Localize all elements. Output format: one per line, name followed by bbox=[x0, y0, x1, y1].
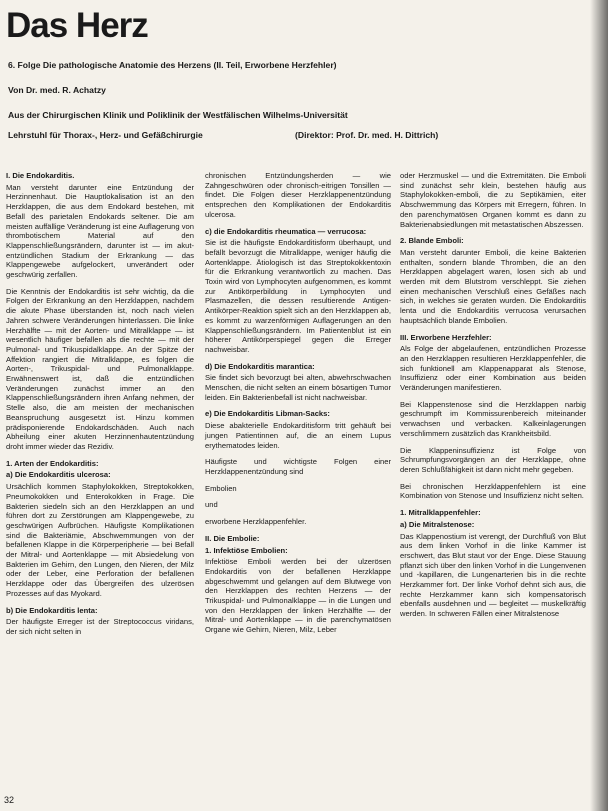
subsection-heading: c) die Endokarditis rheumatica — verrucosa: bbox=[205, 226, 367, 236]
director-line: (Direktor: Prof. Dr. med. H. Dittrich) bbox=[295, 130, 439, 140]
section-heading: 1. Arten der Endokarditis: bbox=[6, 458, 99, 468]
paragraph: Die Kenntnis der Endokarditis ist sehr wichtig, da die Folgen der Erkrankung an den Herzklappen, nachdem die akute Phase überstanden ist, noch nach vielen Jahren schwere Veränderungen hinterlassen. Die linke Herzhälfte — mit der Aorten- und Mitralklappe — ist wesentlich häufiger befallen als die rechte — mit der Pulmonal- und Trikuspidalklappe. An der Spitze der Affektion rangiert die Mitralklappe, es folgen die Aorten-, Trikuspidal- und Pulmonalklappe. Erwähnenswert ist, daß die entzündlichen Veränderungen zunächst immer an den Klappenschließungsrändern ihren Anfang nehmen, der Stelle also, die am meisten der mechanischen Beanspruchung ausgesetzt ist. Hinzu kommen prädisponierende Endokardschäden. Auch nach Abheilung einer akuten Herzinnenhautentzündung droht immer wieder das Rezidiv. bbox=[6, 286, 194, 451]
series-line: 6. Folge Die pathologische Anatomie des Herzens (II. Teil, Erworbene Herzfehler) bbox=[8, 60, 337, 70]
paragraph: Infektiöse Emboli werden bei der ulzerösen Endokarditis von der befallenen Herzklappe abgeschwemmt und gelangen auf dem Blutwege von den Herzklappen des rechten Herzens — der Trikuspidal- und Pulmonalklappe — in die Lungen und von den Herzklappen der linken Herzhälfte — der Mitral- und Aortenklappe — in die parenchymatösen Organe wie Gehirn, Nieren, Milz, Leber bbox=[205, 557, 391, 635]
text-column-2 bbox=[205, 171, 391, 642]
subsection-heading: 2. Blande Emboli: bbox=[400, 236, 464, 246]
paragraph: Diese abakterielle Endokarditisform tritt gehäuft bei jungen Patientinnen auf, die an einem Lupus erythematodes leiden. bbox=[205, 421, 391, 450]
section-heading: I. Die Endokarditis. bbox=[6, 171, 75, 180]
subsection-heading: d) Die Endokarditis marantica: bbox=[205, 361, 315, 371]
paragraph: Sie findet sich bevorzugt bei alten, abwehrschwachen Menschen, die nicht selten an einem bösartigen Tumor leiden. Ein Bakterienbefall ist nicht nachweisbar. bbox=[205, 373, 391, 402]
subsection-heading: e) Die Endokarditis Libman-Sacks: bbox=[205, 409, 330, 419]
paragraph: Häufigste und wichtigste Folgen einer Herzklappenentzündung sind bbox=[205, 457, 391, 476]
chair-line: Lehrstuhl für Thorax-, Herz- und Gefäßchirurgie bbox=[8, 130, 203, 140]
binding-shadow bbox=[590, 0, 608, 811]
paragraph: Bei chronischen Herzklappenfehlern ist eine Kombination von Stenose und Insuffizienz nicht selten. bbox=[400, 481, 586, 501]
section-heading: II. Die Embolie: bbox=[205, 533, 260, 543]
text-column-3 bbox=[400, 171, 586, 626]
institution-line: Aus der Chirurgischen Klinik und Poliklinik der Westfälischen Wilhelms-Universität bbox=[8, 110, 348, 120]
paragraph: oder Herzmuskel — und die Extremitäten. Die Emboli sind zunächst sehr klein, bestehen häufig aus Staphylokokken-emboli, die zu Septikämien, eiter Abschwemmung das Körpers mit Erregern, führen. In den parenchymatösen Organen kommt es dann zu Bakterienabsiedlungen mit metastatischen Abszessen. bbox=[400, 171, 586, 229]
text-column-1 bbox=[6, 171, 194, 644]
section-heading: III. Erworbene Herzfehler: bbox=[400, 332, 492, 342]
subsection-heading: a) Die Mitralstenose: bbox=[400, 519, 475, 529]
paragraph: und bbox=[205, 500, 218, 510]
paragraph: Als Folge der abgelaufenen, entzündlichen Prozesse an den Herzklappen resultieren Herzklappenfehler, die sich funktionell am Klappenapparat als Stenose, Insuffizienz oder einer Kombination aus beiden Veränderungen manifestieren. bbox=[400, 344, 586, 393]
article-title: Das Herz bbox=[6, 6, 148, 45]
author-line: Von Dr. med. R. Achatzy bbox=[8, 85, 106, 95]
subsection-heading: 1. Infektiöse Embolien: bbox=[205, 545, 288, 555]
paragraph: Man versteht darunter eine Entzündung der Herzinnenhaut. Die Hauptlokalisation ist an den Herzklappen, die aus dem Endokard bestehen, mit Befall des parietalen Endokards seltener. Die am meisten auffällige Veränderung ist eine Auflagerung von thrombotischem Material auf den Klappenschließungsrändern, darunter ist — im akut-entzündlichen Stadium der Erkrankung — das Klappengewebe aufgelockert, unverändert oder geschwürig zerfallen. bbox=[6, 182, 194, 280]
paragraph: Bei Klappenstenose sind die Herzklappen narbig geschrumpft im Kommissurenbereich miteinander verwachsen und verbacken. Kalkeinlagerungen verschlimmern zusätzlich das Krankheitsbild. bbox=[400, 399, 586, 438]
paragraph: Ursächlich kommen Staphylokokken, Streptokokken, Pneumokokken und Enterokokken in Frage. Die Bakterien siedeln sich an den Herzklappen an und führen dort zu Zerstörungen am Klappengewebe, zu geschwürigen Aufbrüchen. Häufigste Komplikationen sind die Bakteriämie, Abschwemmungen von der befallenen Klappe in die Körperperipherie — bei Befall der Mitral- und Aortenklappe — mit Absiedelung von Bakterien im Gehirn, den Lungen, den Nieren, der Milz oder der Leber, eine Perforation der befallenen Herzklappe oder das Übergreifen des ulzerösen Prozesses auf das Myokard. bbox=[6, 482, 194, 598]
paragraph: Die Klappeninsuffizienz ist Folge von Schrumpfungsvorgängen an der Herzklappe, ohne deren Schlußfähigkeit ist dann nicht mehr gegeben. bbox=[400, 445, 586, 474]
paragraph: erworbene Herzklappenfehler. bbox=[205, 517, 307, 527]
paragraph: chronischen Entzündungsherden — wie Zahngeschwüren oder chronisch-eitrigen Tonsillen — findet. Die Folgen dieser Herzklappenentzündung entsprechen den Komplikationen der Endokarditis ulcerosa. bbox=[205, 171, 391, 219]
page-number: 32 bbox=[4, 795, 15, 805]
subsection-heading: b) Die Endokarditis lenta: bbox=[6, 605, 98, 615]
paragraph: Der häufigste Erreger ist der Streptococcus viridans, der sich nicht selten in bbox=[6, 617, 194, 636]
subsection-heading: a) Die Endokarditis ulcerosa: bbox=[6, 470, 111, 480]
paragraph: Das Klappenostium ist verengt, der Durchfluß von Blut aus dem linken Vorhof in die linke Kammer ist erschwert, das Blut staut vor der Enge. Diese Stauung pflanzt sich über den linken Vorhof in die Lungenvenen und -kapillaren, die Lungenarterien bis in die rechte Herzkammer fort. Der linke Vorhof dehnt sich aus, die rechte Herzkammer kann sich kompensatorisch ebenfalls ausdehnen und — begleitet — muskelkräftig werden. In schweren Fällen einer Mitralstenose bbox=[400, 531, 586, 619]
subsection-heading: 1. Mitralklappenfehler: bbox=[400, 508, 481, 518]
paragraph: Embolien bbox=[205, 483, 237, 493]
paragraph: Man versteht darunter Emboli, die keine Bakterien enthalten, sondern blande Thromben, die an den Herzklappen abgelagert waren, losen sich ab und werden mit dem Blutstrom verschleppt. Sie ziehen einen mechanischen Verschluß eines Gefäßes nach sich, in welches sie geraten wurden. Die Endokarditis lenta und die Endokarditis verrucosa verursachen hauptsächlich blande Embolien. bbox=[400, 247, 586, 325]
paragraph: Sie ist die häufigste Endokarditisform überhaupt, und befällt bevorzugt die Mitralklappe, weniger häufig die Aortenklappe. Ätiologisch ist das Streptokokkentoxin für die Erkrankung verantwortlich zu machen. Das Toxin wird von Lymphocyten aufgenommen, es kommt zur Antikörperbildung in Lymphocyten und Plasmazellen, die dessen resultierende Antigen-Antikörper-Reaktion spielt sich an den Herzklappen ab, es kommt zu warzenförmigen Auflagerungen an den Klappenschließungsrändern. Im Patientenblut ist ein höherer Antikörperspiegel gegen die Erreger nachweisbar. bbox=[205, 238, 391, 354]
